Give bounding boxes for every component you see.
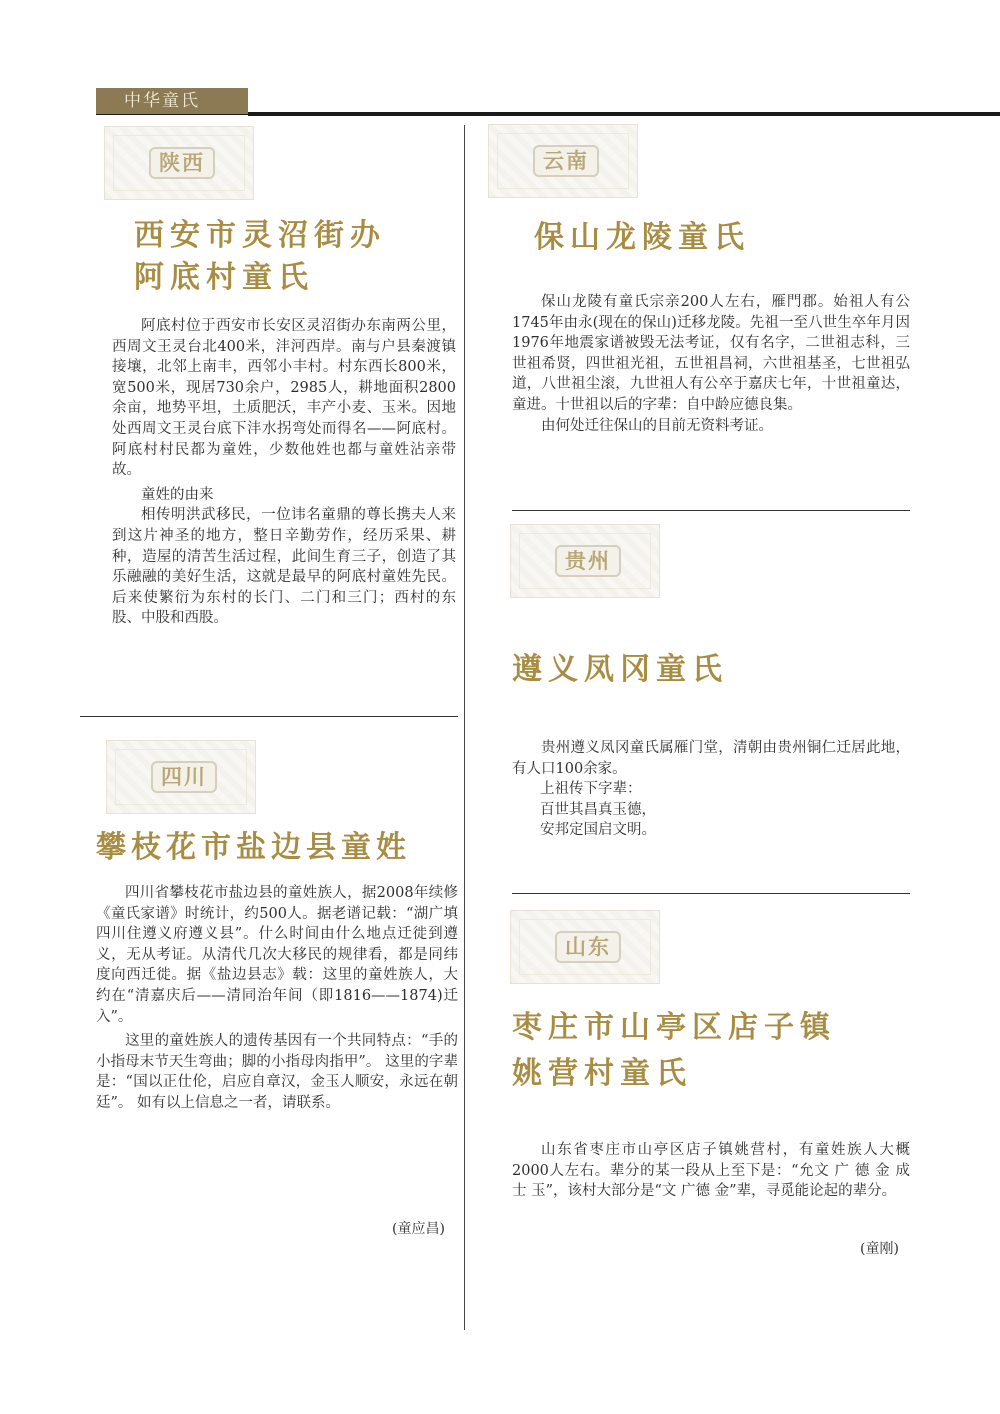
author-credit-sichuan: (童应昌)	[392, 1221, 445, 1237]
paragraph: 山东省枣庄市山亭区店子镇姚营村，有童姓族人大概2000人左右。辈分的某一段从上至下是：“允文 广 德 金 成 士 玉”，该村大部分是“文 广德 金”辈，寻觅能论起的辈分。	[512, 1142, 910, 1200]
region-label-sichuan: 四川	[151, 761, 217, 793]
lineage-line: 百世其昌真玉德，	[540, 801, 656, 818]
section-title-sichuan: 攀枝花市盐边县童姓	[96, 830, 411, 865]
section-divider-right-2	[512, 893, 910, 894]
article-body-guizhou	[512, 738, 910, 841]
article-body-shandong	[512, 1140, 910, 1202]
region-label-yunnan: 云南	[533, 145, 599, 177]
region-banner-yunnan	[488, 124, 638, 198]
paragraph: 这里的童姓族人的遗传基因有一个共同特点：“手的小指母末节天生弯曲；脚的小指母肉指甲”。 这里的字辈是：“国以正仕伦，启应自章汉，金玉人顺安，永远在朝廷”。 如有以上信息之一者，请联系。	[96, 1033, 458, 1111]
header-thin-rule	[96, 114, 248, 115]
paragraph: 相传明洪武移民，一位讳名童鼎的尊长携夫人来到这片神圣的地方，整日辛勤劳作，经历采果、耕种，造屋的清苦生活过程，此间生育三子，创造了其乐融融的美好生活，这就是最早的阿底村童姓先民。后来使繁衍为东村的长门、二门和三门；西村的东股、中股和西股。	[112, 507, 456, 627]
column-divider	[464, 125, 465, 1330]
paragraph: 四川省攀枝花市盐边县的童姓族人，据2008年续修《童氏家谱》时统计，约500人。据老谱记载：“湖广填四川住遵义府遵义县”。什么时间由什么地点迁徙到遵义，无从考证。从清代几次大移民的规律看，都是同纬度向西迁徙。据《盐边县志》载：这里的童姓族人，大约在“清嘉庆后——清同治年间（即1816——1874)迁入”。	[96, 885, 458, 1025]
section-title-shaanxi-line1: 西安市灵沼街办	[134, 218, 386, 253]
region-banner-sichuan	[106, 740, 256, 814]
section-divider-left	[80, 716, 458, 717]
subheading: 童姓的由来	[141, 486, 214, 503]
section-title-yunnan: 保山龙陵童氏	[534, 220, 750, 255]
article-body-yunnan	[512, 292, 910, 436]
magazine-header-tab: 中华童氏	[96, 88, 248, 114]
region-label-guizhou: 贵州	[555, 545, 621, 577]
header-rule	[248, 112, 1000, 116]
region-label-shaanxi: 陕西	[149, 147, 215, 179]
article-body-shaanxi	[112, 316, 456, 629]
section-title-shandong-line2: 姚营村童氏	[512, 1056, 692, 1091]
section-title-guizhou: 遵义凤冈童氏	[512, 652, 728, 687]
region-banner-shandong	[510, 910, 660, 984]
region-banner-guizhou	[510, 524, 660, 598]
author-credit-shandong: (童刚)	[860, 1241, 899, 1257]
section-title-shandong-line1: 枣庄市山亭区店子镇	[512, 1010, 836, 1045]
lineage-line: 上祖传下字辈：	[540, 781, 642, 798]
section-title-shaanxi-line2: 阿底村童氏	[134, 260, 314, 295]
section-divider-right-1	[512, 510, 910, 511]
lineage-line: 安邦定国启文明。	[540, 822, 656, 839]
region-banner-shaanxi	[104, 126, 254, 200]
region-label-shandong: 山东	[555, 931, 621, 963]
paragraph: 阿底村位于西安市长安区灵沼街办东南两公里，西周文王灵台北400米，沣河西岸。南与户县秦渡镇接壤，北邻上南丰，西邻小丰村。村东西长800米，宽500米，现居730余户，2985人，耕地面积2800余亩，地势平坦，土质肥沃，丰产小麦、玉米。因地处西周文王灵台底下沣水拐弯处而得名——阿底村。阿底村村民都为童姓，少数他姓也都与童姓沾亲带故。	[112, 318, 456, 479]
paragraph: 由何处迁往保山的目前无资料考证。	[541, 417, 773, 434]
paragraph: 贵州遵义凤冈童氏属雁门堂，清朝由贵州铜仁迁居此地，有人口100余家。	[512, 740, 910, 777]
article-body-sichuan	[96, 883, 458, 1114]
paragraph: 保山龙陵有童氏宗亲200人左右，雁門郡。始祖人有公1745年由永(现在的保山)迁移龙陵。先祖一至八世生卒年月因1976年地震家谱被毁无法考证，仅有名字，二世祖志科，三世祖希贤，四世祖光祖，五世祖昌祠，六世祖基圣，七世祖弘道，八世祖尘滚，九世祖人有公卒于嘉庆七年，十世祖童达，童进。十世祖以后的字辈：自中龄应德良集。	[512, 294, 910, 413]
